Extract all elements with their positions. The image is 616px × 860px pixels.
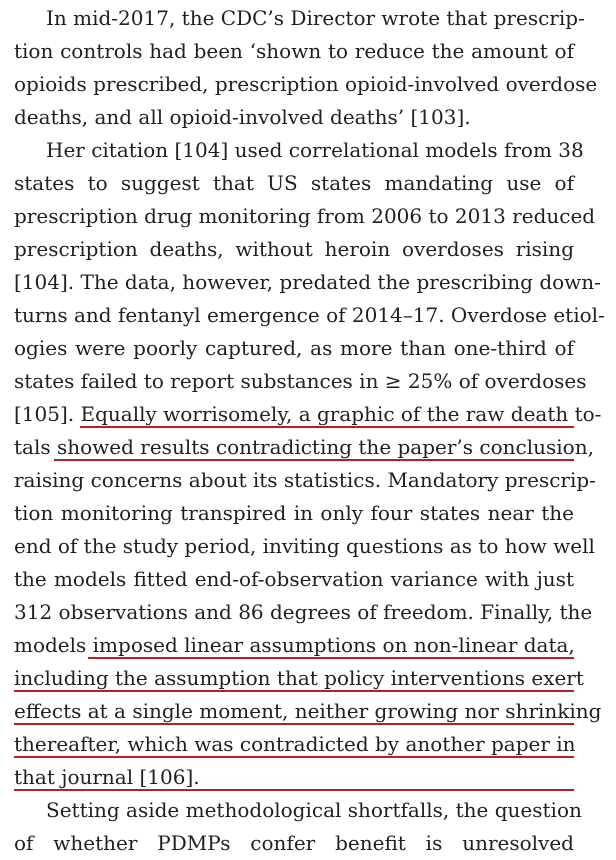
document-page: [14, 0, 605, 860]
text-line: [104]. The data, however, predated the prescribing down-: [14, 270, 601, 294]
highlight-underline: [88, 657, 574, 660]
text-line-content: effects at a single moment, neither growing nor shrinking: [14, 699, 602, 723]
text-line: opioids prescribed, prescription opioid-involved overdose: [14, 72, 598, 96]
highlight-underline: [80, 426, 574, 429]
text-line: [14, 761, 574, 794]
text-line: prescription deaths, without heroin overdoses rising: [14, 237, 574, 261]
text-line: turns and fentanyl emergence of 2014–17. Overdose etiol-: [14, 303, 605, 327]
text-line: [14, 431, 594, 464]
highlight-underline: [14, 789, 574, 792]
text-line: states to suggest that US states mandating use of: [14, 171, 574, 195]
text-line: deaths, and all opioid-involved deaths’ [103].: [14, 105, 471, 129]
text-line: [14, 398, 602, 431]
text-line: of whether PDMPs confer benefit is unresolved: [14, 831, 574, 855]
text-line-content: that journal [106].: [14, 765, 200, 789]
text-line: In mid-2017, the CDC’s Director wrote that prescrip-: [46, 6, 585, 30]
text-line: tion monitoring transpired in only four states near the: [14, 501, 574, 525]
text-line: [14, 629, 574, 662]
highlight-underline: [14, 690, 574, 693]
highlight-underline: [54, 459, 574, 462]
text-line-content: tals showed results contradicting the paper’s conclusion,: [14, 435, 594, 459]
text-line: Setting aside methodological shortfalls, the question: [46, 798, 582, 822]
text-line: 312 observations and 86 degrees of freedom. Finally, the: [14, 600, 593, 624]
text-line-content: [105]. Equally worrisomely, a graphic of the raw death to-: [14, 402, 602, 426]
text-line: raising concerns about its statistics. Mandatory prescrip-: [14, 468, 596, 492]
text-line: [14, 695, 602, 728]
highlight-underline: [14, 723, 574, 726]
text-line: Her citation [104] used correlational models from 38: [46, 138, 584, 162]
text-line: the models fitted end-of-observation variance with just: [14, 567, 574, 591]
highlight-underline: [14, 756, 574, 759]
text-line-content: including the assumption that policy interventions exert: [14, 666, 584, 690]
text-line: ogies were poorly captured, as more than one-third of: [14, 336, 574, 360]
text-line: [14, 728, 574, 761]
text-line: end of the study period, inviting questions as to how well: [14, 534, 595, 558]
text-line: prescription drug monitoring from 2006 to 2013 reduced: [14, 204, 596, 228]
text-line: [14, 662, 584, 695]
text-line: states failed to report substances in ≥ 25% of overdoses: [14, 369, 587, 393]
text-line-content: models imposed linear assumptions on non-linear data,: [14, 633, 575, 657]
text-line: tion controls had been ‘shown to reduce the amount of: [14, 39, 574, 63]
text-line-content: thereafter, which was contradicted by another paper in: [14, 732, 576, 756]
